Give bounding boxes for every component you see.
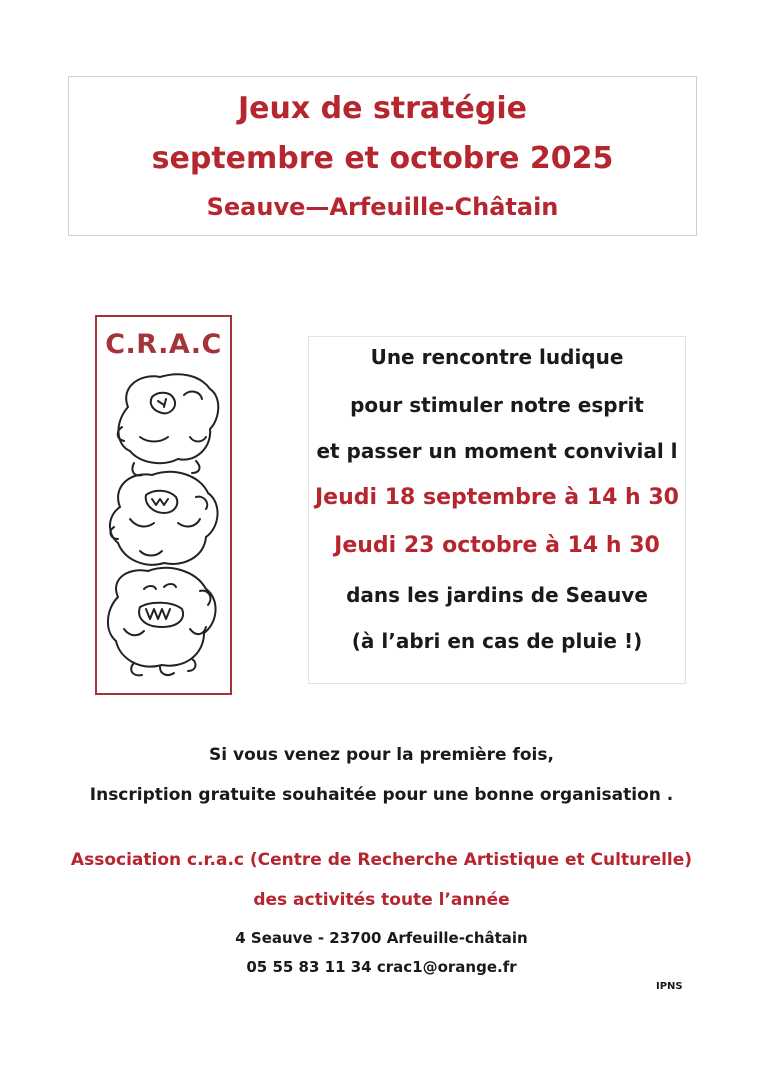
notice-line-2: Inscription gratuite souhaitée pour une bonne organisation . bbox=[89, 785, 674, 805]
crac-logo bbox=[95, 315, 232, 695]
logo-text: C.R.A.C bbox=[105, 329, 222, 360]
page-title: Jeux de stratégie bbox=[238, 91, 527, 126]
info-line-3: et passer un moment convivial l bbox=[316, 439, 678, 463]
notice-line-1: Si vous venez pour la première fois, bbox=[209, 745, 554, 765]
event-dates: septembre et octobre 2025 bbox=[151, 141, 614, 176]
ipns-label: IPNS bbox=[656, 981, 683, 992]
association-name: Association c.r.a.c (Centre de Recherche Artistique et Culturelle) bbox=[70, 850, 693, 870]
title-box bbox=[68, 76, 697, 236]
info-venue: dans les jardins de Seauve bbox=[346, 583, 648, 607]
info-line-1: Une rencontre ludique bbox=[370, 345, 624, 369]
session-date-1: Jeudi 18 septembre à 14 h 30 bbox=[314, 485, 679, 510]
info-line-2: pour stimuler notre esprit bbox=[350, 393, 644, 417]
event-info-box bbox=[308, 336, 686, 684]
session-date-2: Jeudi 23 octobre à 14 h 30 bbox=[334, 533, 660, 558]
stacked-creatures-icon bbox=[100, 367, 228, 689]
association-address: 4 Seauve - 23700 Arfeuille-châtain bbox=[235, 929, 528, 947]
event-location: Seauve—Arfeuille-Châtain bbox=[206, 193, 559, 221]
association-activities: des activités toute l’année bbox=[253, 890, 510, 910]
association-contact: 05 55 83 11 34 crac1@orange.fr bbox=[246, 958, 517, 976]
info-rain-note: (à l’abri en cas de pluie !) bbox=[351, 629, 643, 653]
